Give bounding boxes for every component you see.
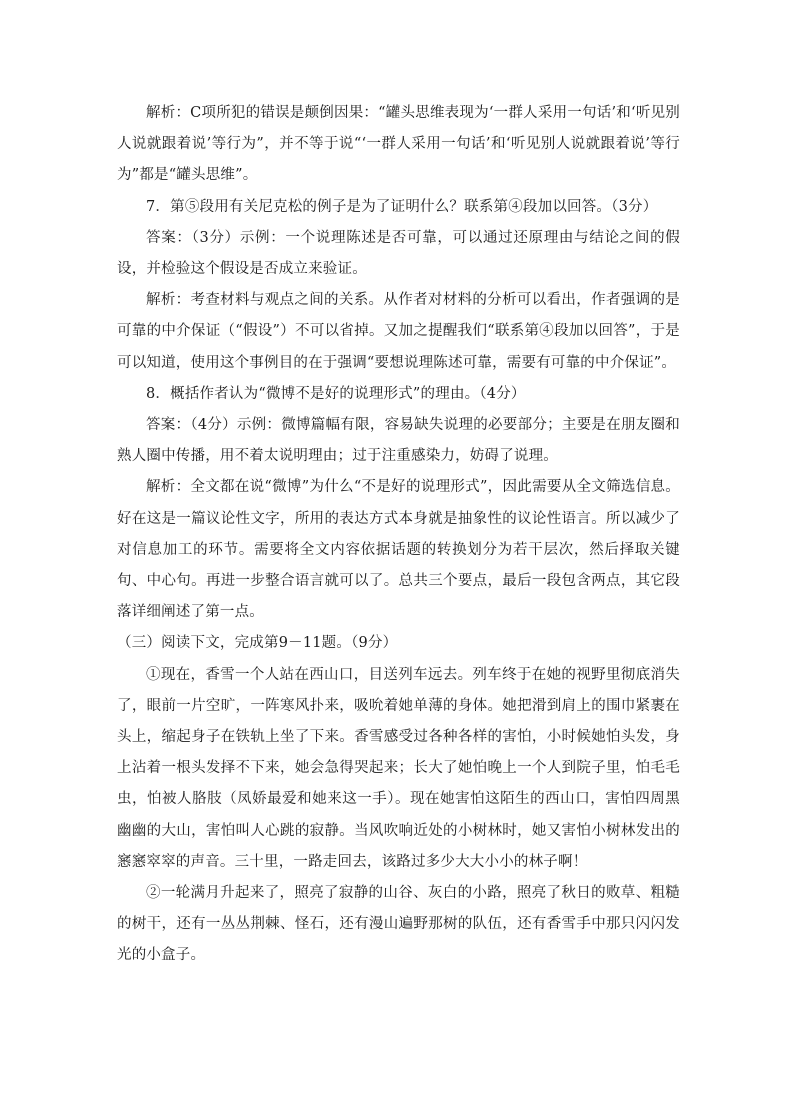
story-paragraph-1: ①现在，香雪一个人站在西山口，目送列车远去。列车终于在她的视野里彻底消失了，眼前一片空旷，一阵寒风扑来，吸吮着她单薄的身体。她把滑到肩上的围巾紧裹在头上，缩起身子在铁轨上坐了下来。香雪感受过各种各样的害怕，小时候她怕头发，身上沾着一根头发择不下来，她会急得哭起来；长大了她怕晚上一个人到院子里，怕毛毛虫，怕被人胳肢（凤娇最爱和她来这一手）。现在她害怕这陌生的西山口，害怕四周黑幽幽的大山，害怕叫人心跳的寂静。当风吹响近处的小树林时，她又害怕小树林发出的窸窸窣窣的声音。三十里，一路走回去，该路过多少大大小小的林子啊！ xyxy=(117,666,680,870)
question-7: 7．第⑤段用有关尼克松的例子是为了证明什么？联系第④段加以回答。（3分） xyxy=(146,198,658,215)
question-8: 8．概括作者认为“微博不是好的说理形式”的理由。（4分） xyxy=(146,385,526,402)
document-body xyxy=(117,98,680,972)
answer-7: 答案：（3分）示例：一个说理陈述是否可靠，可以通过还原理由与结论之间的假设，并检验这个假设是否成立来验证。 xyxy=(117,229,680,278)
analysis-paragraph-c: 解析：C项所犯的错误是颠倒因果：“罐头思维表现为‘一群人采用一句话’和‘听见别人说就跟着说’等行为”，并不等于说“‘一群人采用一句话’和‘听见别人说就跟着说’等行为”都是“罐头思维”。 xyxy=(117,105,680,184)
answer-8: 答案：（4分）示例：微博篇幅有限，容易缺失说理的必要部分；主要是在朋友圈和熟人圈中传播，用不着太说明理由；过于注重感染力，妨碍了说理。 xyxy=(117,417,680,465)
section-heading-3: （三）阅读下文，完成第9－11题。（9分） xyxy=(117,635,398,652)
story-paragraph-2: ②一轮满月升起来了，照亮了寂静的山谷、灰白的小路，照亮了秋日的败草、粗糙的树干，还有一丛丛荆棘、怪石，还有漫山遍野那树的队伍，还有香雪手中那只闪闪发光的小盒子。 xyxy=(117,885,680,964)
analysis-8: 解析：全文都在说“微博”为什么“不是好的说理形式”，因此需要从全文筛选信息。好在这是一篇议论性文字，所用的表达方式本身就是抽象性的议论性语言。所以减少了对信息加工的环节。需要将全文内容依据话题的转换划分为若干层次，然后择取关键句、中心句。再进一步整合语言就可以了。总共三个要点，最后一段包含两点，其它段落详细阐述了第一点。 xyxy=(117,479,680,621)
analysis-7: 解析：考查材料与观点之间的关系。从作者对材料的分析可以看出，作者强调的是可靠的中介保证（“假设”）不可以省掉。又加之提醒我们“联系第④段加以回答”，于是可以知道，使用这个事例目的在于强调“要想说理陈述可靠，需要有可靠的中介保证”。 xyxy=(117,292,680,371)
